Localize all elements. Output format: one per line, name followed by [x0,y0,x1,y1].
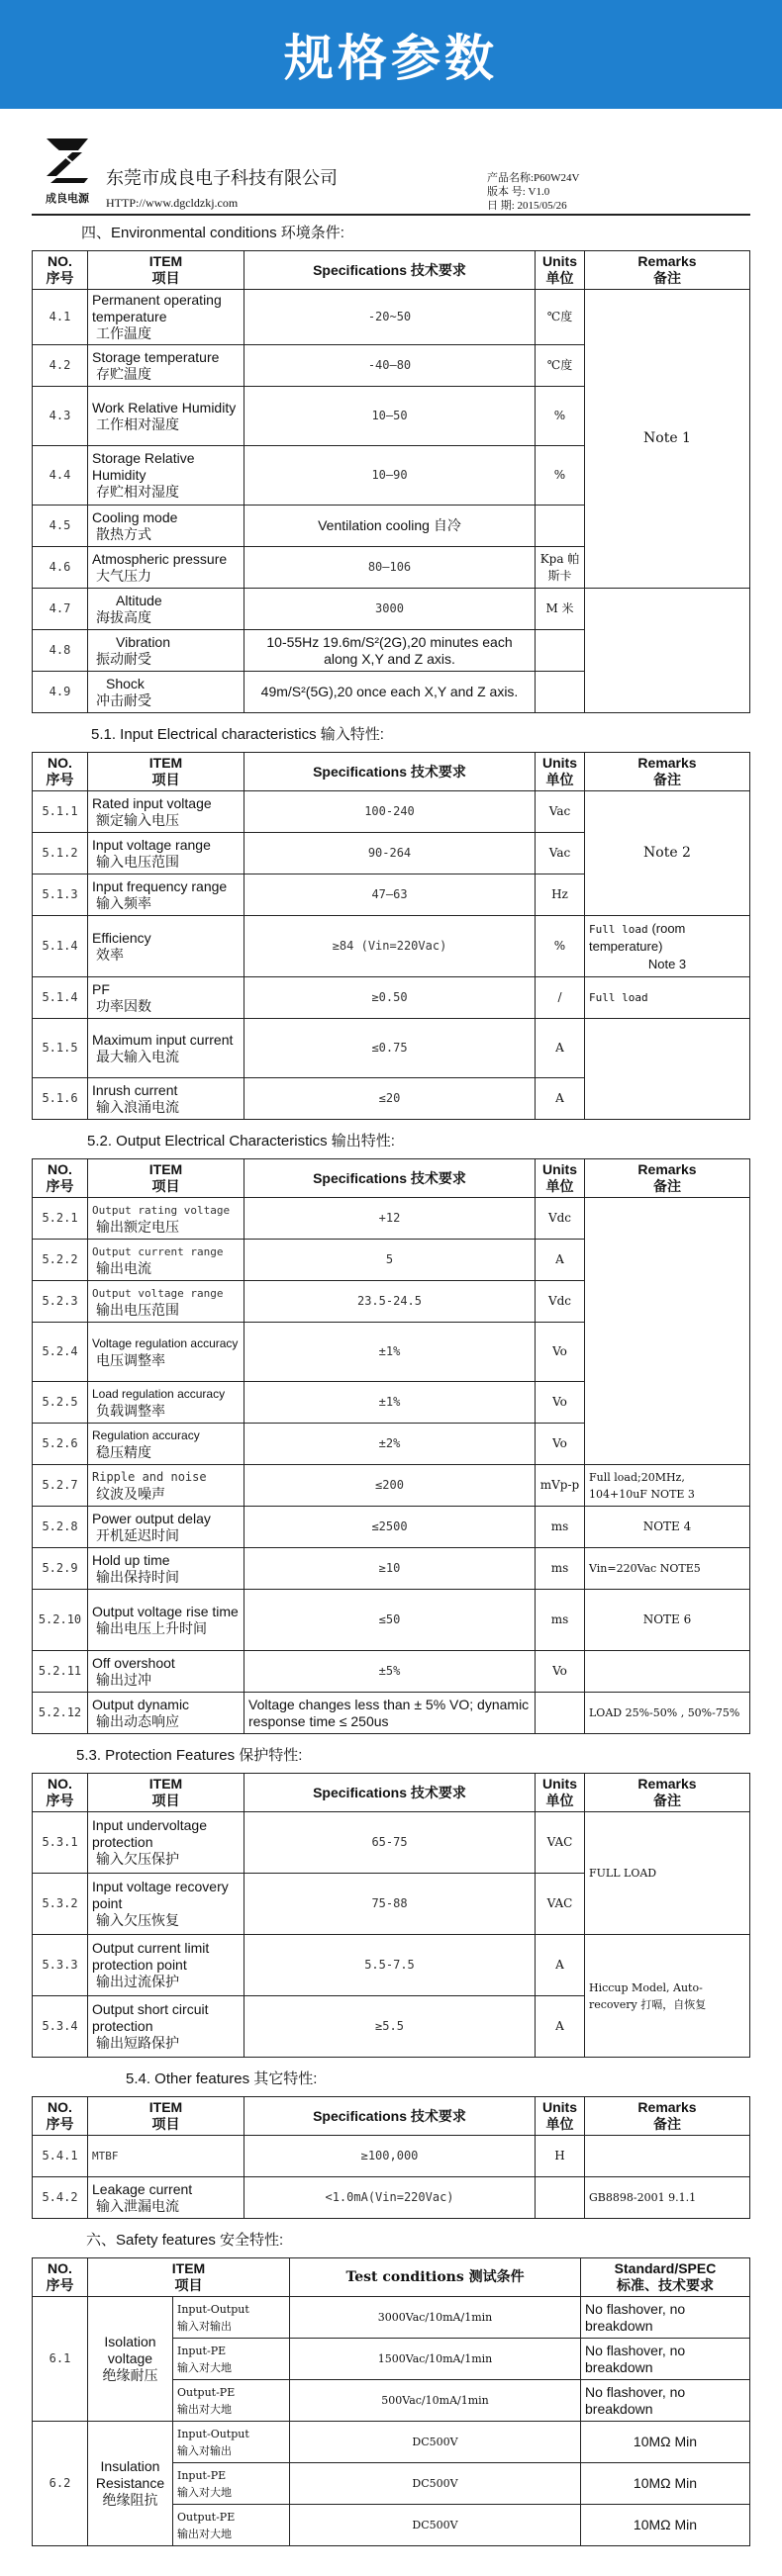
table-row: 5.1.6 Inrush current 输入浪涌电流 ≤20 A [33,1078,750,1120]
protection-table [32,1773,750,2058]
document-meta [487,171,580,213]
table-row: 4.9 Shock 冲击耐受 49m/S²(5G),20 once each X,Y and Z axis. [33,672,750,713]
table-row: 4.1 Permanent operating temperature 工作温度 -20~50 ℃度 Note 1 [33,290,750,345]
table-row: 4.5 Cooling mode 散热方式 Ventilation cooling 自冷 [33,506,750,547]
table-header-row: NO. 序号 ITEM 项目 Specifications 技术要求 Units 单位 Remarks 备注 [33,2097,750,2136]
input-note-2: Note 2 [585,791,750,916]
other-table [32,2096,750,2219]
table-row: 5.3.2 Input voltage recovery point 输入欠压恢复 75-88 VAC [33,1874,750,1935]
page-banner [0,0,782,109]
table-row: 4.6 Atmospheric pressure 大气压力 80—106 Kpa 帕斯卡 [33,547,750,589]
env-note: Note 1 [585,290,750,589]
table-row: 5.2.9 Hold up time 输出保持时间 ≥10 ms Vin=220Vac NOTE5 [33,1548,750,1590]
table-row: 6.2 Insulation Resistance 绝缘阻抗 Input-Output 输入对输出 DC500V 10MΩ Min [33,2422,750,2463]
table-header-row: NO. 序号 ITEM 项目 Specifications 技术要求 Units 单位 Remarks 备注 [33,1159,750,1198]
env-section-title: 四、Environmental conditions 环境条件: [81,225,344,241]
efficiency-remark: Full load (room temperature) Note 3 [585,916,750,977]
output-section-title: 5.2. Output Electrical Characteristics 输出特性: [87,1133,395,1150]
table-row: Input-PE 输入对大地 1500Vac/10mA/1min No flashover, no breakdown [33,2339,750,2380]
banner-title: 规格参数 [284,30,498,87]
other-section-title: 5.4. Other features 其它特性: [126,2070,318,2087]
logo-mark-icon [43,137,92,184]
table-row: 5.2.5 Load regulation accuracy 负载调整率 ±1% Vo [33,1382,750,1424]
safety-table [32,2257,750,2546]
table-row: 5.1.1 Rated input voltage 额定输入电压 100-240 Vac Note 2 [33,791,750,833]
table-header-row: NO. 序号 ITEM 项目 Specifications 技术要求 Units 单位 Remarks 备注 [33,251,750,290]
logo-text: 成良电源 [46,192,89,205]
table-row: 4.8 Vibration 振动耐受 10-55Hz 19.6m/S²(2G),20 minutes each along X,Y and Z axis. [33,630,750,672]
safety-section-title: 六、Safety features 安全特性: [86,2232,284,2249]
table-row: 4.2 Storage temperature 存贮温度 -40—80 ℃度 [33,345,750,387]
table-row: 5.4.1 MTBF ≥100,000 H [33,2136,750,2177]
table-row: 5.2.2 Output current range 输出电流 5 A [33,1240,750,1281]
table-row: 5.2.3 Output voltage range 输出电压范围 23.5-24.5 Vdc [33,1281,750,1323]
product-label: 产品名称:P60W24V [487,172,580,184]
table-row: 5.2.12 Output dynamic 输出动态响应 Voltage changes less than ± 5% VO; dynamic response time ≤ 250us LOAD 25%-50% , 50%-75% [33,1693,750,1734]
company-header [32,127,750,216]
table-row: 5.3.1 Input undervoltage protection 输入欠压保护 65-75 VAC FULL LOAD [33,1812,750,1874]
table-header-row: NO. 序号 ITEM 项目 Test conditions 测试条件 Standard/SPEC 标准、技术要求 [33,2258,750,2297]
table-row: 5.2.10 Output voltage rise time 输出电压上升时间 ≤50 ms NOTE 6 [33,1590,750,1651]
company-name: 东莞市成良电子科技有限公司 [106,168,338,189]
table-header-row: NO. 序号 ITEM 项目 Specifications 技术要求 Units 单位 Remarks 备注 [33,753,750,791]
table-row: 5.2.11 Off overshoot 输出过冲 ±5% Vo [33,1651,750,1693]
company-url: HTTP://www.dgcldzkj.com [106,196,239,210]
version-label: 版本 号: V1.0 [487,186,550,198]
input-section-title: 5.1. Input Electrical characteristics 输入特性: [91,726,384,743]
protection-section-title: 5.3. Protection Features 保护特性: [76,1747,303,1764]
table-row: 5.1.4 PF 功率因数 ≥0.50 / Full load [33,977,750,1019]
table-row: 5.2.7 Ripple and noise 纹波及噪声 ≤200 mVp-p Full load;20MHz, 104+10uF NOTE 3 [33,1465,750,1507]
table-row: 5.1.5 Maximum input current 最大输入电流 ≤0.75 A [33,1019,750,1078]
table-row: 5.3.3 Output current limit protection point 输出过流保护 5.5-7.5 A Hiccup Model, Auto-recovery 打嗝，自恢复 [33,1935,750,1996]
input-table [32,752,750,1120]
table-row: 5.2.8 Power output delay 开机延迟时间 ≤2500 ms NOTE 4 [33,1507,750,1548]
output-table [32,1158,750,1734]
table-row: 5.2.6 Regulation accuracy 稳压精度 ±2% Vo [33,1424,750,1465]
table-row: Input-PE 输入对大地 DC500V 10MΩ Min [33,2463,750,2505]
company-logo [38,137,97,206]
table-row: 5.1.2 Input voltage range 输入电压范围 90-264 Vac [33,833,750,874]
table-row: 5.3.4 Output short circuit protection 输出短路保护 ≥5.5 A [33,1996,750,2058]
table-row: 4.4 Storage Relative Humidity 存贮相对湿度 10—90 % [33,446,750,506]
table-row: 5.1.3 Input frequency range 输入频率 47—63 Hz [33,874,750,916]
date-label: 日 期: 2015/05/26 [487,200,567,212]
table-row: 4.3 Work Relative Humidity 工作相对湿度 10—50 % [33,387,750,446]
spec-document [0,109,782,2576]
table-row: 5.2.4 Voltage regulation accuracy 电压调整率 ±1% Vo [33,1323,750,1382]
table-row: Output-PE 输出对大地 DC500V 10MΩ Min [33,2505,750,2546]
table-row: 5.2.1 Output rating voltage 输出额定电压 +12 Vdc [33,1198,750,1240]
table-row: 4.7 Altitude 海拔高度 3000 M 米 [33,589,750,630]
table-header-row: NO. 序号 ITEM 项目 Specifications 技术要求 Units 单位 Remarks 备注 [33,1774,750,1812]
table-row: 5.1.4 Efficiency 效率 ≥84 (Vin=220Vac) % Full load (room temperature) Note 3 [33,916,750,977]
env-table [32,250,750,713]
table-row: 5.4.2 Leakage current 输入泄漏电流 <1.0mA(Vin=220Vac) GB8898-2001 9.1.1 [33,2177,750,2219]
table-row: Output-PE 输出对大地 500Vac/10mA/1min No flashover, no breakdown [33,2380,750,2422]
table-row: 6.1 Isolation voltage 绝缘耐压 Input-Output 输入对输出 3000Vac/10mA/1min No flashover, no breakdown [33,2297,750,2339]
